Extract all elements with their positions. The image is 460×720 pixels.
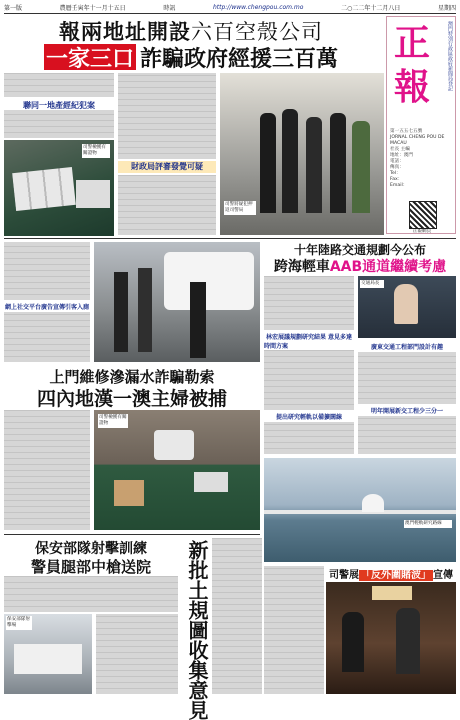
story3-text-block (4, 410, 90, 530)
story5-headline: 新批土規圖收集意見 (185, 540, 209, 720)
story1-subheading: 聯同一地產經紀犯案 (23, 101, 95, 110)
police-figure (282, 109, 298, 213)
masthead-info-line: 電話： (390, 159, 404, 164)
evidence-photo (94, 410, 260, 530)
headline-highlight: 一家三口 (44, 44, 136, 70)
issue-date: 二○二二年十二月八日 (341, 5, 401, 12)
masthead-info-line: Email： (390, 183, 408, 188)
photo-caption: 澳門輕軌研究路線 (404, 520, 452, 528)
story2-headline-left: 跨海輕車 (273, 259, 330, 275)
person-figure (114, 272, 128, 352)
story2-text-block (264, 422, 354, 454)
story2-text-block (264, 350, 354, 410)
arrest-photo (220, 73, 384, 235)
campaign-photo (326, 582, 456, 694)
story2-text-block (264, 276, 354, 330)
photo-caption: 保安部隊射擊場 (6, 616, 32, 630)
story6-headline-quote: 「反外圍賭波」 (361, 570, 431, 581)
story6-headline (326, 566, 456, 581)
suspect-figure (330, 113, 346, 213)
person-figure (396, 608, 420, 674)
police-figure (306, 117, 322, 213)
story6-headline-right: 宣傳 (433, 570, 453, 581)
section-divider (4, 238, 456, 239)
story2-headline (264, 256, 456, 276)
story6-headline-left: 司警展 (329, 570, 359, 581)
masthead-info-line: JORNAL CHENG POU DE MACAU (390, 135, 445, 146)
bucket-image (154, 430, 194, 460)
masthead-info-line: 社長 主編 (390, 147, 410, 152)
story2-text-block (358, 416, 456, 454)
masthead (386, 16, 456, 234)
bag-image (194, 472, 228, 492)
story2-text-block (358, 352, 456, 404)
story3-kicker: 上門維修滲漏水詐騙勒索 (49, 368, 215, 386)
person-figure (342, 612, 364, 672)
story4-text-block (96, 614, 178, 694)
story3-text-block (4, 312, 90, 362)
display-screen (372, 586, 412, 600)
shooting-range-photo (4, 614, 92, 694)
banknotes-image (114, 480, 144, 506)
person-figure (138, 268, 152, 352)
headline-part-left: 報兩地址開設 (59, 20, 191, 42)
section-divider (4, 534, 260, 535)
qr-code[interactable] (409, 201, 437, 229)
story6-text-block (264, 566, 324, 694)
logo-char-2: 報 (393, 66, 430, 108)
story2-subheading: 明年開展新交工程少三分一 (370, 408, 443, 415)
speaker-figure (394, 284, 418, 324)
bridge-image (264, 510, 456, 514)
story3-subheading: 網上社交平台廣告宣傳引客入廁 (4, 304, 89, 311)
suspect-figure (260, 113, 276, 213)
story1-text-block (4, 73, 114, 97)
story4-text-block (4, 576, 178, 612)
registration-text: 澳門特別行政區政府新聞局登記 (447, 21, 453, 91)
site-label: 時訊 (163, 5, 176, 12)
masthead-info-line: 地址：澳門 (390, 153, 413, 158)
building-image (14, 644, 82, 674)
newspaper-logo (390, 21, 434, 109)
photo-caption: 司警檢獲有關證物 (99, 415, 127, 426)
masthead-info-line: 傳真： (390, 165, 404, 170)
documents-image (12, 167, 76, 211)
story1-text-block (4, 110, 114, 138)
masthead-info (390, 129, 454, 189)
main-headline-top (6, 16, 376, 42)
headline-rest: 詐騙政府經援三百萬 (140, 46, 339, 70)
masthead-info-line: Fax： (390, 177, 403, 182)
section-label: 第一版 (4, 5, 23, 12)
logo-char-1: 正 (393, 22, 430, 64)
lunar-date: 農曆壬寅年十一月十五日 (59, 5, 126, 12)
masthead-info-line: Tel： (390, 171, 401, 176)
story1-text-block (118, 175, 216, 235)
scam-arrest-photo (94, 242, 260, 362)
story4-headline: 保安部隊射擊訓練 (35, 541, 147, 557)
papers-image (76, 180, 110, 208)
police-van (164, 252, 254, 310)
photo-caption: 交通局長 (360, 280, 384, 288)
bridge-photo (264, 458, 456, 562)
story2-kicker: 十年陸路交通規劃今公布 (293, 243, 426, 257)
story2-headline-highlight: AAB通道繼續考慮 (329, 259, 447, 275)
top-bar (4, 2, 456, 14)
official-photo (358, 276, 456, 338)
story2-subheading: 時間方案 (264, 343, 289, 350)
building-image (362, 494, 384, 512)
story2-subheading: 提出研究輕軌以備擴闊線 (275, 414, 342, 421)
story3-headline: 四內地漢一澳主婦被捕 (36, 388, 227, 410)
story2-subheading: 廣東交通工程部門設計有趣 (370, 344, 443, 351)
photo-caption: 司警檢獲有關證物 (82, 144, 110, 158)
story1-text-block (118, 73, 216, 159)
evidence-photo (4, 140, 114, 236)
qr-label: 正報網頁 (412, 229, 432, 234)
suspect-figure (352, 121, 370, 213)
website-link[interactable]: http://www.chengpou.com.mo (212, 4, 304, 11)
person-figure (190, 282, 206, 358)
story1-subheading-box (118, 161, 216, 173)
story3-text-block (4, 242, 90, 300)
photo-caption: 司警將疑犯押返司警局 (224, 201, 256, 215)
story5-text-block (212, 538, 262, 694)
story4-headline: 警員腿部中槍送院 (30, 558, 151, 576)
story2-subheading: 林宏展議規劃研究結果 意見多達 (265, 334, 353, 341)
weekday: 星期四 (437, 5, 456, 12)
story1-subheading: 財政局評審發覺可疑 (131, 162, 203, 171)
headline-part-right: 六百空殼公司 (191, 20, 323, 42)
masthead-info-line: 第一五五七五號 (390, 129, 423, 134)
main-headline (4, 44, 378, 70)
